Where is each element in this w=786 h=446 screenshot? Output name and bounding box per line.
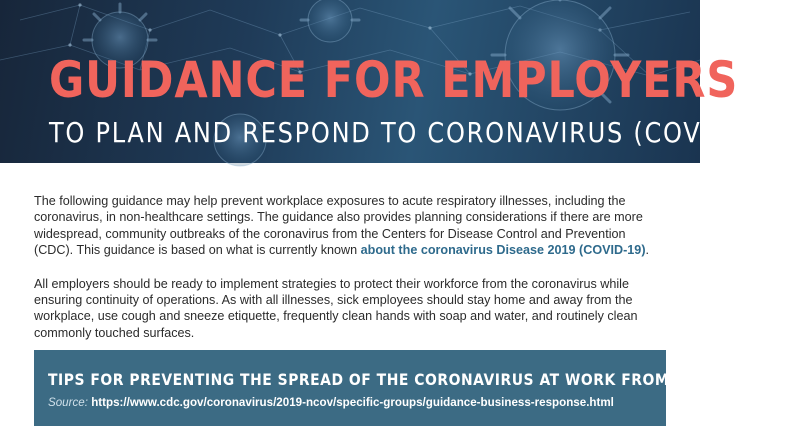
source-url-link[interactable]: https://www.cdc.gov/coronavirus/2019-ncov/specific-groups/guidance-business-response.html: [91, 396, 614, 409]
tips-source: [48, 396, 614, 409]
source-label: Source:: [48, 396, 88, 409]
covid-info-link[interactable]: about the coronavirus Disease 2019 (COVID-19): [360, 243, 646, 258]
tips-banner: [34, 350, 746, 426]
page-subtitle: TO PLAN AND RESPOND TO CORONAVIRUS (COVID-19): [49, 116, 786, 149]
intro-text: The following guidance may help prevent workplace exposures to acute respiratory illnesses, including the coronavirus, in non-healthcare settings. The guidance also provides planning considerations if there are more widespread, community outbreaks of the coronavirus from the Centers for Disease Control and Prevention (CDC). This guidance is based on what is currently known: [34, 194, 643, 258]
readiness-paragraph: All employers should be ready to implement strategies to protect their workforce from the coronavirus while ensuring continuity of operations. As with all illnesses, sick employees should stay home and away from the workplace, use cough and sneeze etiquette, frequently clean hands with soap and water, and routinely clean commonly touched surfaces.: [34, 276, 638, 340]
page-title: GUIDANCE FOR EMPLOYERS: [49, 51, 739, 109]
intro-end: .: [645, 243, 650, 258]
intro-paragraph: [34, 193, 666, 259]
article-body: [0, 163, 700, 341]
tips-title: TIPS FOR PREVENTING THE SPREAD OF THE CORONAVIRUS AT WORK FROM THE CDC: [48, 370, 746, 389]
hero-banner: [0, 0, 786, 163]
